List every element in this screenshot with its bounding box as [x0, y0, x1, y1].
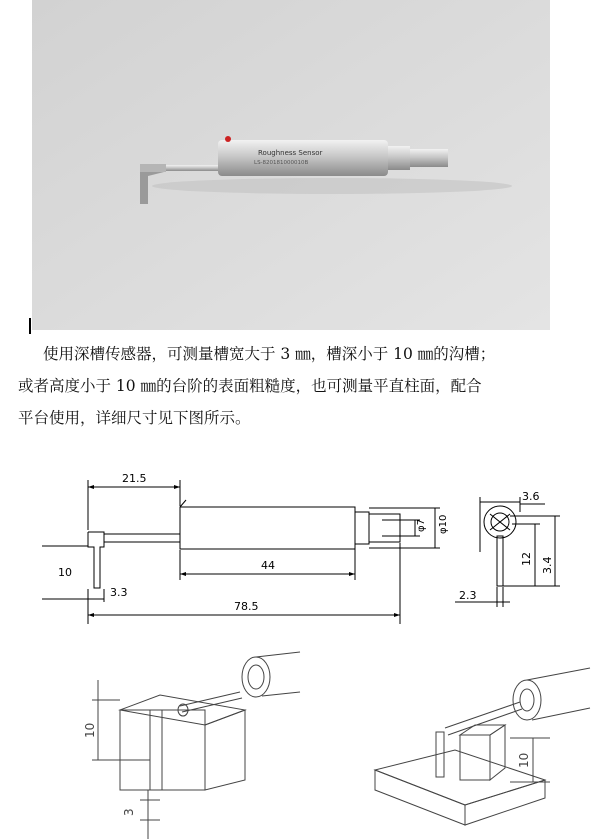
- description-line-3: 平台使用，详细尺寸见下图所示。: [18, 409, 251, 427]
- dim-78-5: 78.5: [234, 600, 259, 613]
- isometric-drawings: [0, 640, 600, 839]
- dim-10-left: 10: [58, 566, 72, 579]
- description-paragraph: [18, 338, 588, 434]
- dim-2-3: 2.3: [459, 589, 477, 602]
- sensor-photo-graphic: [32, 0, 550, 330]
- iso-left-10: 10: [83, 722, 97, 738]
- sensor-serial: LS-820181000010B: [254, 160, 309, 166]
- dim-phi7: φ7: [416, 519, 427, 532]
- description-line-1: 使用深槽传感器，可测量槽宽大于 3 ㎜，槽深小于 10 ㎜的沟槽；: [43, 345, 496, 363]
- description-line-2: 或者高度小于 10 ㎜的台阶的表面粗糙度，也可测量平直柱面，配合: [18, 377, 482, 395]
- sensor-photo: [32, 0, 550, 330]
- text-cursor: [29, 318, 31, 334]
- iso-left-3: 3: [122, 808, 136, 816]
- dim-12: 12: [520, 552, 533, 566]
- dim-3-3: 3.3: [110, 586, 128, 599]
- dimension-drawing: [0, 462, 600, 642]
- dim-21-5: 21.5: [122, 472, 147, 485]
- dim-phi10: φ10: [438, 514, 449, 534]
- dim-3-6: 3.6: [522, 490, 540, 503]
- sensor-label: Roughness Sensor: [258, 149, 323, 157]
- dim-3-4: 3.4: [541, 556, 554, 574]
- dim-44: 44: [261, 559, 275, 572]
- iso-right-10: 10: [517, 752, 531, 768]
